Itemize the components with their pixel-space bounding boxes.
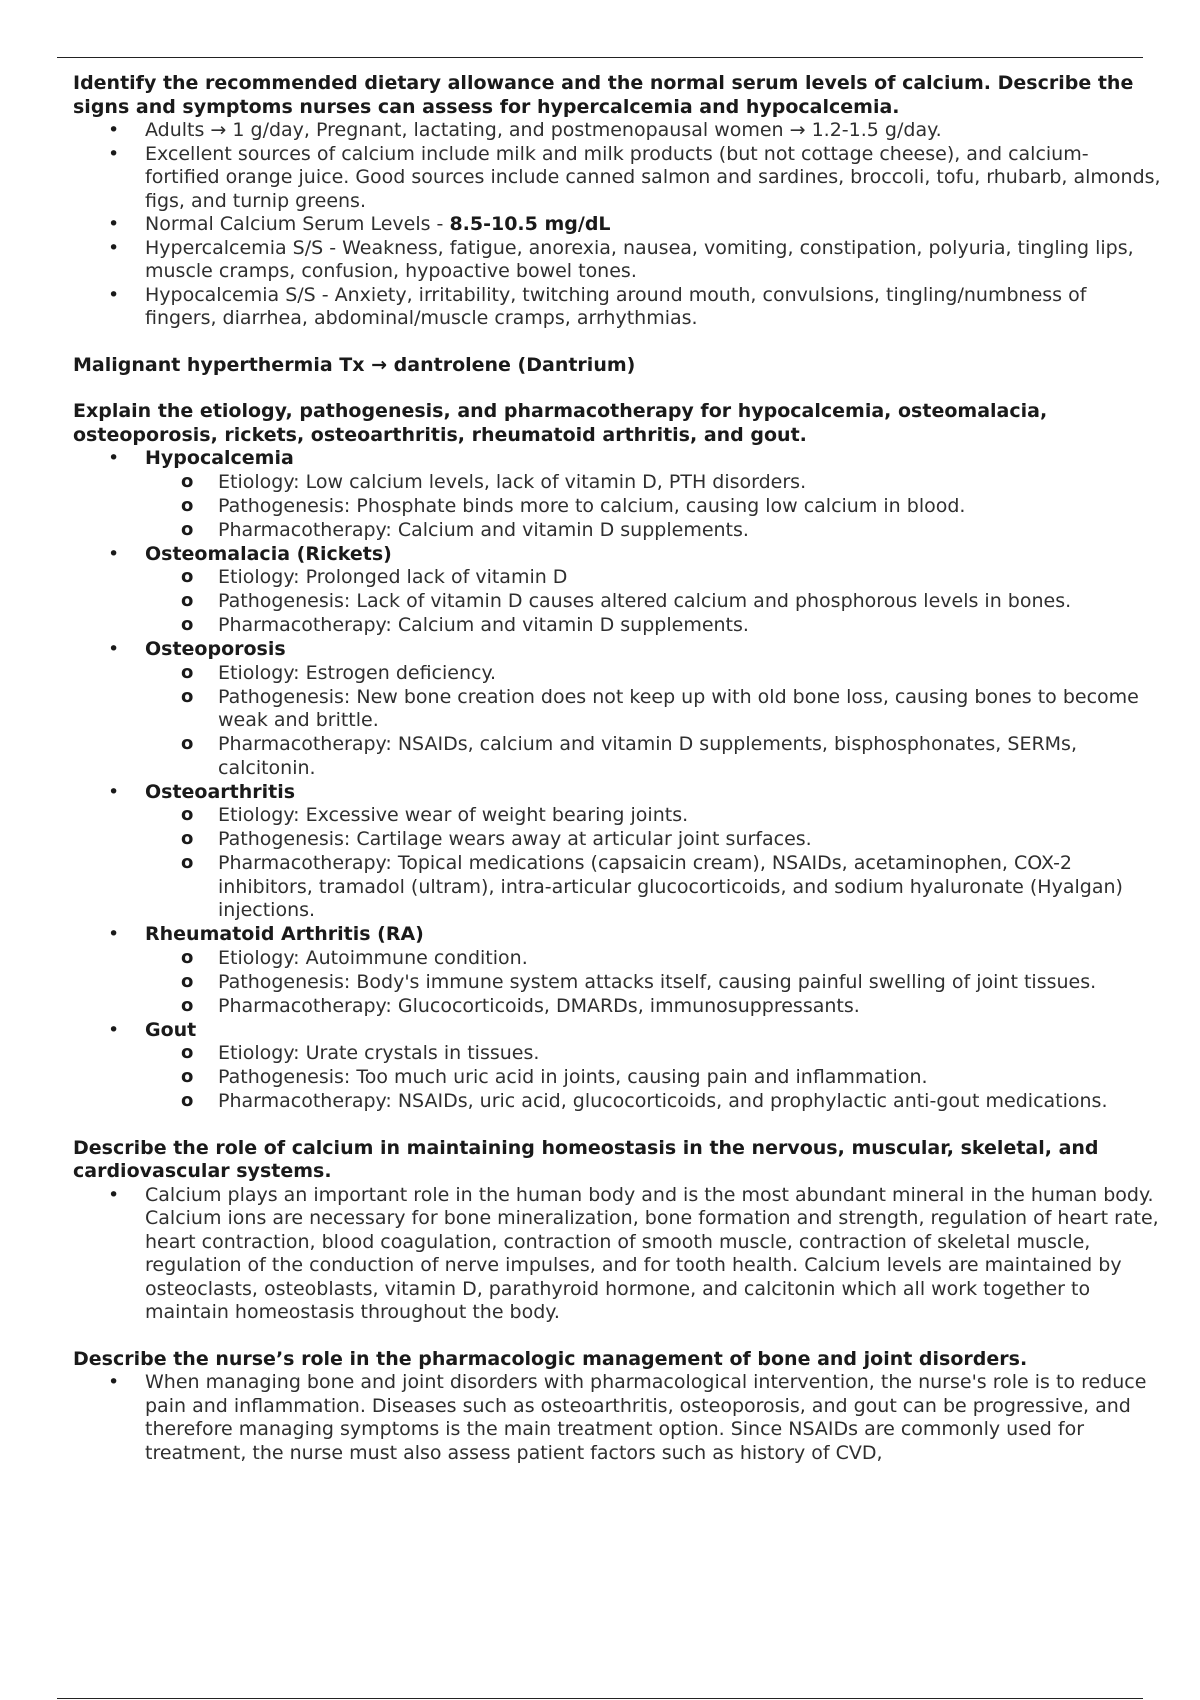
topic-title: Osteomalacia (Rickets): [145, 542, 392, 565]
topic-osteoarthritis: [73, 781, 1163, 923]
sub-item-etiology: o Etiology: Low calcium levels, lack of vitamin D, PTH disorders.: [145, 471, 1163, 495]
list-item: • Excellent sources of calcium include milk and milk products (but not cottage cheese), and calcium-fortified orange juice. Good sources include canned salmon and sardines, broccoli, tofu, rhubarb, almonds, figs, and turnip greens.: [73, 143, 1163, 214]
sub-item-pharmacotherapy: o Pharmacotherapy: Calcium and vitamin D supplements.: [145, 614, 1163, 638]
sub-item-pharmacotherapy: o Pharmacotherapy: Glucocorticoids, DMARDs, immunosuppressants.: [145, 995, 1163, 1019]
section-heading: Explain the etiology, pathogenesis, and pharmacotherapy for hypocalcemia, osteomalacia, osteoporosis, rickets, osteoarthritis, rheumatoid arthritis, and gout.: [73, 400, 1048, 446]
topic-title: Osteoarthritis: [145, 780, 296, 803]
sub-item-pathogenesis: o Pathogenesis: Cartilage wears away at articular joint surfaces.: [145, 828, 1163, 852]
list-item: • Hypercalcemia S/S - Weakness, fatigue, anorexia, nausea, vomiting, constipation, polyuria, tingling lips, muscle cramps, confusion, hypoactive bowel tones.: [73, 237, 1163, 284]
sub-item-etiology: o Etiology: Urate crystals in tissues.: [145, 1042, 1163, 1066]
sub-item-etiology: o Etiology: Excessive wear of weight bearing joints.: [145, 804, 1163, 828]
document-body: [73, 72, 1163, 1488]
list-item: [73, 213, 1163, 237]
sub-item-pathogenesis: o Pathogenesis: Body's immune system attacks itself, causing painful swelling of joint tissues.: [145, 971, 1163, 995]
section-heading: Identify the recommended dietary allowance and the normal serum levels of calcium. Describe the signs and symptoms nurses can assess for hypercalcemia and hypocalcemia.: [73, 72, 1134, 118]
sub-item-pharmacotherapy: o Pharmacotherapy: Topical medications (capsaicin cream), NSAIDs, acetaminophen, COX-2 inhibitors, tramadol (ultram), intra-articular glucocorticoids, and sodium hyaluronate (Hyalgan) injections.: [145, 852, 1163, 923]
sub-item-pathogenesis: o Pathogenesis: Too much uric acid in joints, causing pain and inflammation.: [145, 1066, 1163, 1090]
section-disorders: [73, 400, 1163, 1114]
sub-item-pharmacotherapy: o Pharmacotherapy: NSAIDs, uric acid, glucocorticoids, and prophylactic anti-gout medications.: [145, 1090, 1163, 1114]
topic-rheumatoid-arthritis: [73, 923, 1163, 1018]
sub-list: [145, 471, 1163, 543]
topic-hypocalcemia: [73, 447, 1163, 542]
serum-label: Normal Calcium Serum Levels -: [145, 213, 450, 235]
bullet-list: [73, 1371, 1163, 1465]
topic-title: Hypocalcemia: [145, 447, 294, 469]
topic-title: Osteoporosis: [145, 638, 286, 660]
section-calcium-homeostasis: [73, 1137, 1163, 1325]
section-malignant-hyperthermia: [73, 354, 1163, 378]
topic-gout: [73, 1019, 1163, 1114]
bullet-list: [73, 1184, 1163, 1325]
section-heading: Describe the nurse’s role in the pharmacologic management of bone and joint disorders.: [73, 1347, 1028, 1370]
sub-list: [145, 1042, 1163, 1114]
topic-title: Gout: [145, 1018, 197, 1041]
top-rule: [57, 57, 1143, 58]
sub-item-pathogenesis: o Pathogenesis: Phosphate binds more to calcium, causing low calcium in blood.: [145, 495, 1163, 519]
sub-item-etiology: o Etiology: Estrogen deficiency.: [145, 662, 1163, 686]
sub-item-etiology: o Etiology: Autoimmune condition.: [145, 947, 1163, 971]
sub-list: [145, 947, 1163, 1019]
serum-value: 8.5-10.5 mg/dL: [449, 213, 611, 235]
list-item: • When managing bone and joint disorders with pharmacological intervention, the nurse's role is to reduce pain and inflammation. Diseases such as osteoarthritis, osteoporosis, and gout can be progressive, and therefore managing symptoms is the main treatment option. Since NSAIDs are commonly used for treatment, the nurse must also assess patient factors such as history of CVD,: [73, 1371, 1163, 1465]
section-heading: Describe the role of calcium in maintaining homeostasis in the nervous, muscular, skeletal, and cardiovascular systems.: [73, 1136, 1099, 1182]
topic-title: Rheumatoid Arthritis (RA): [145, 923, 424, 945]
topic-osteomalacia: [73, 543, 1163, 638]
topic-list: [73, 447, 1163, 1114]
list-item: • Adults → 1 g/day, Pregnant, lactating, and postmenopausal women → 1.2-1.5 g/day.: [73, 119, 1163, 143]
sub-item-pathogenesis: o Pathogenesis: Lack of vitamin D causes altered calcium and phosphorous levels in bones.: [145, 590, 1163, 614]
sub-item-pathogenesis: o Pathogenesis: New bone creation does not keep up with old bone loss, causing bones to become weak and brittle.: [145, 686, 1163, 733]
sub-list: [145, 662, 1163, 781]
sub-item-etiology: o Etiology: Prolonged lack of vitamin D: [145, 566, 1163, 590]
section-calcium-rda: [73, 72, 1163, 331]
bullet-list: [73, 119, 1163, 331]
list-item: • Hypocalcemia S/S - Anxiety, irritability, twitching around mouth, convulsions, tingling/numbness of fingers, diarrhea, abdominal/muscle cramps, arrhythmias.: [73, 284, 1163, 331]
section-heading: Malignant hyperthermia Tx → dantrolene (Dantrium): [73, 353, 636, 376]
bottom-rule: [57, 1698, 1143, 1699]
topic-osteoporosis: [73, 638, 1163, 780]
sub-item-pharmacotherapy: o Pharmacotherapy: NSAIDs, calcium and vitamin D supplements, bisphosphonates, SERMs, calcitonin.: [145, 733, 1163, 780]
sub-list: [145, 566, 1163, 638]
sub-list: [145, 804, 1163, 923]
sub-item-pharmacotherapy: o Pharmacotherapy: Calcium and vitamin D supplements.: [145, 519, 1163, 543]
section-nurse-role: [73, 1348, 1163, 1466]
list-item: • Calcium plays an important role in the human body and is the most abundant mineral in the human body. Calcium ions are necessary for bone mineralization, bone formation and strength, regulation of heart rate, heart contraction, blood coagulation, contraction of smooth muscle, contraction of skeletal muscle, regulation of the conduction of nerve impulses, and for tooth health. Calcium levels are maintained by osteoclasts, osteoblasts, vitamin D, parathyroid hormone, and calcitonin which all work together to maintain homeostasis throughout the body.: [73, 1184, 1163, 1325]
